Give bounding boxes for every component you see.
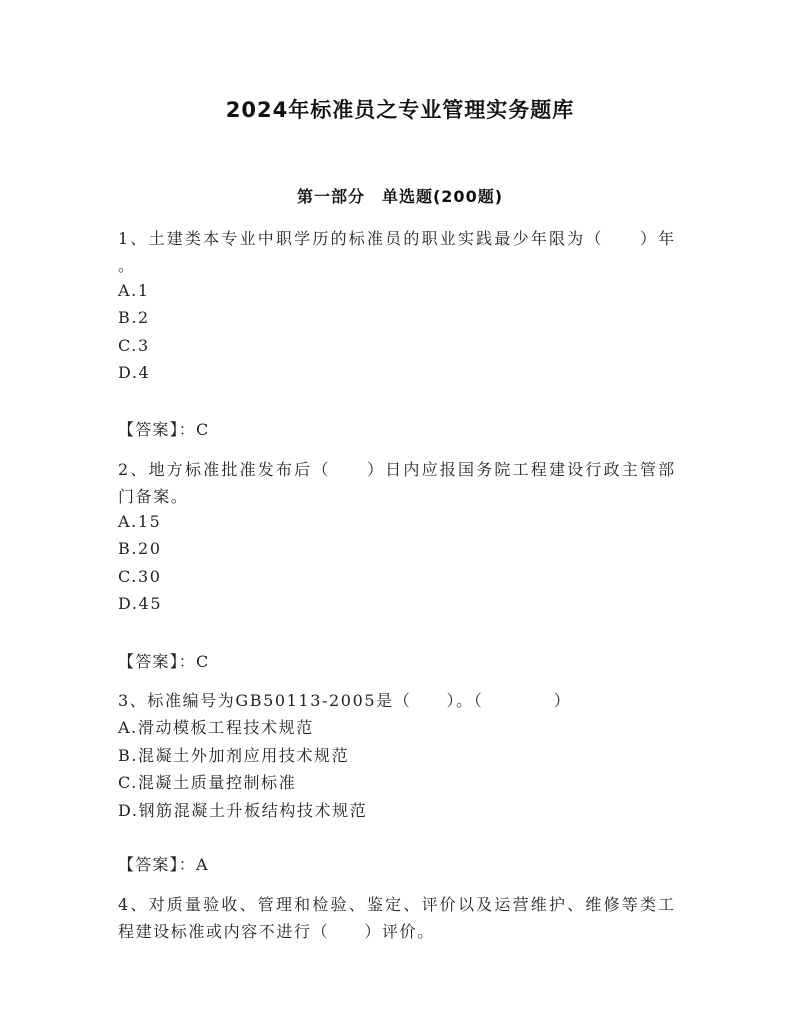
question-1-stem: 1、土建类本专业中职学历的标准员的职业实践最少年限为（ ）年 — [118, 229, 677, 248]
question-3-option-a: A.滑动模板工程技术规范 — [118, 718, 314, 737]
question-2-answer: 【答案】：C — [118, 652, 210, 671]
question-3-option-b: B.混凝土外加剂应用技术规范 — [118, 746, 350, 765]
question-2-option-b: B.20 — [118, 539, 162, 558]
question-1-answer: 【答案】：C — [118, 420, 210, 439]
section-title: 第一部分 单选题(200题) — [296, 187, 504, 206]
question-3-option-c: C.混凝土质量控制标准 — [118, 773, 297, 792]
question-2-stem-continued: 门备案。 — [118, 487, 189, 506]
document-title: 2024年标准员之专业管理实务题库 — [225, 98, 575, 122]
question-1-option-c: C.3 — [118, 336, 150, 355]
question-2-option-c: C.30 — [118, 567, 162, 586]
question-3-option-d: D.钢筋混凝土升板结构技术规范 — [118, 801, 368, 820]
question-2-option-a: A.15 — [118, 512, 162, 531]
question-1-stem-continued: 。 — [118, 256, 136, 275]
question-1-option-a: A.1 — [118, 281, 150, 300]
question-1-option-d: D.4 — [118, 363, 151, 382]
question-3-answer: 【答案】：A — [118, 855, 209, 874]
question-2-option-d: D.45 — [118, 594, 163, 613]
question-4-stem-continued: 程建设标准或内容不进行（ ）评价。 — [118, 922, 435, 941]
question-1-option-b: B.2 — [118, 308, 150, 327]
question-4-stem: 4、对质量验收、管理和检验、鉴定、评价以及运营维护、维修等类工 — [118, 895, 677, 914]
question-3-stem: 3、标准编号为GB50113-2005是（ ）。（ ） — [118, 691, 572, 710]
question-2-stem: 2、地方标准批准发布后（ ）日内应报国务院工程建设行政主管部 — [118, 460, 677, 479]
